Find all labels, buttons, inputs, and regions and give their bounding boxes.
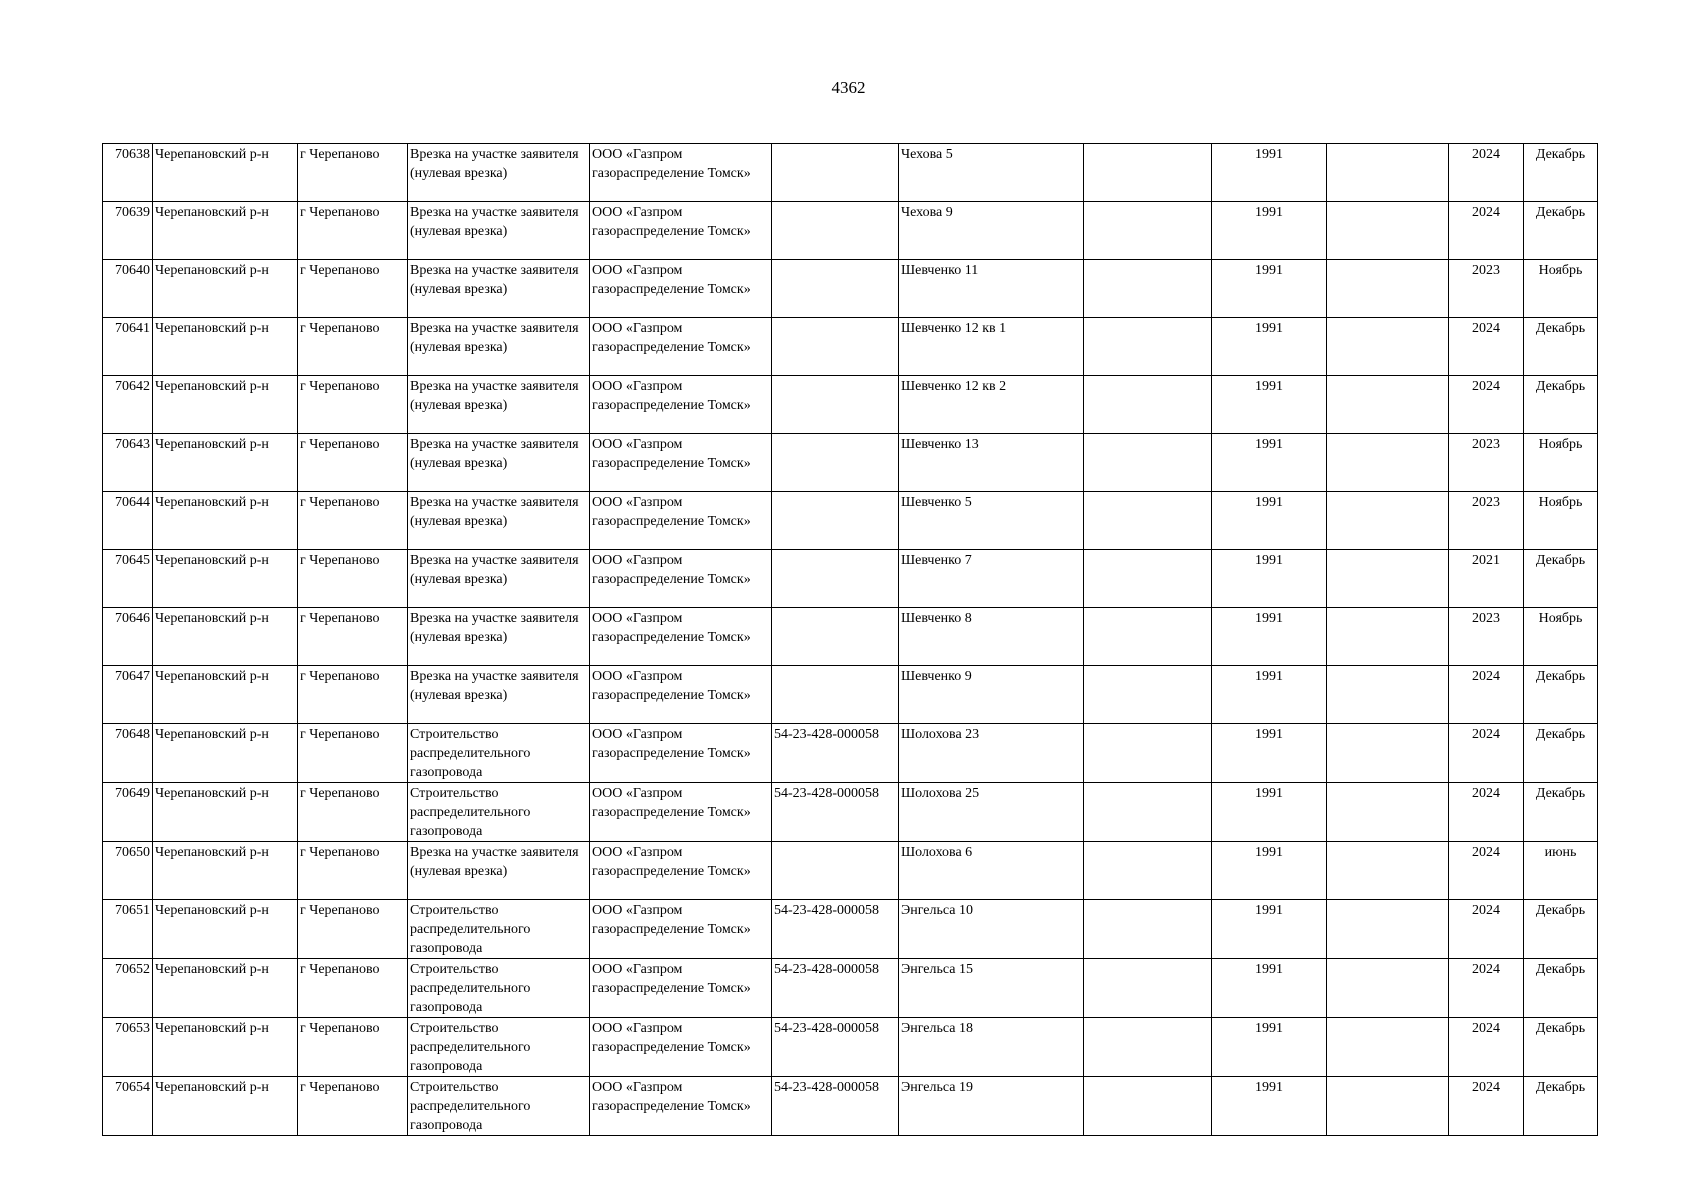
cell-code: 54-23-428-000058 <box>772 900 899 959</box>
cell-work-type: Врезка на участке заявителя (нулевая врезка) <box>408 144 590 202</box>
cell-month: Декабрь <box>1524 202 1598 260</box>
cell-month: Декабрь <box>1524 900 1598 959</box>
cell-district: Черепановский р-н <box>153 1077 298 1136</box>
cell-year-built: 1991 <box>1212 260 1327 318</box>
cell-work-type: Врезка на участке заявителя (нулевая врезка) <box>408 666 590 724</box>
cell-locality: г Черепаново <box>298 376 408 434</box>
cell-district: Черепановский р-н <box>153 666 298 724</box>
cell-organization: ООО «Газпром газораспределение Томск» <box>590 900 772 959</box>
cell-district: Черепановский р-н <box>153 783 298 842</box>
cell-code <box>772 376 899 434</box>
cell-empty <box>1084 783 1212 842</box>
table-row <box>103 376 1598 434</box>
cell-id: 70648 <box>103 724 153 783</box>
cell-month: Декабрь <box>1524 959 1598 1018</box>
cell-id: 70645 <box>103 550 153 608</box>
cell-empty <box>1084 376 1212 434</box>
cell-code <box>772 550 899 608</box>
cell-empty <box>1084 492 1212 550</box>
cell-month: Декабрь <box>1524 376 1598 434</box>
cell-code <box>772 202 899 260</box>
cell-address: Шевченко 11 <box>899 260 1084 318</box>
cell-work-type: Врезка на участке заявителя (нулевая врезка) <box>408 434 590 492</box>
cell-empty <box>1084 260 1212 318</box>
cell-address: Чехова 5 <box>899 144 1084 202</box>
cell-year-built: 1991 <box>1212 608 1327 666</box>
cell-work-type: Врезка на участке заявителя (нулевая врезка) <box>408 842 590 900</box>
cell-year-built: 1991 <box>1212 1018 1327 1077</box>
table-row <box>103 318 1598 376</box>
cell-year-plan: 2021 <box>1449 550 1524 608</box>
cell-empty <box>1084 666 1212 724</box>
cell-address: Шевченко 12 кв 1 <box>899 318 1084 376</box>
registry-table <box>102 143 1598 1136</box>
cell-empty <box>1084 608 1212 666</box>
cell-address: Шевченко 8 <box>899 608 1084 666</box>
cell-organization: ООО «Газпром газораспределение Томск» <box>590 202 772 260</box>
table-row <box>103 783 1598 842</box>
cell-empty <box>1084 550 1212 608</box>
cell-year-plan: 2024 <box>1449 144 1524 202</box>
cell-locality: г Черепаново <box>298 492 408 550</box>
cell-empty <box>1327 434 1449 492</box>
cell-id: 70638 <box>103 144 153 202</box>
cell-empty <box>1327 376 1449 434</box>
cell-locality: г Черепаново <box>298 434 408 492</box>
cell-district: Черепановский р-н <box>153 318 298 376</box>
cell-year-built: 1991 <box>1212 550 1327 608</box>
cell-month: июнь <box>1524 842 1598 900</box>
cell-month: Ноябрь <box>1524 434 1598 492</box>
cell-locality: г Черепаново <box>298 1018 408 1077</box>
cell-locality: г Черепаново <box>298 666 408 724</box>
cell-code: 54-23-428-000058 <box>772 1077 899 1136</box>
cell-code <box>772 260 899 318</box>
cell-year-built: 1991 <box>1212 492 1327 550</box>
cell-id: 70641 <box>103 318 153 376</box>
cell-empty <box>1327 260 1449 318</box>
cell-organization: ООО «Газпром газораспределение Томск» <box>590 842 772 900</box>
cell-year-plan: 2024 <box>1449 842 1524 900</box>
table-row <box>103 842 1598 900</box>
cell-district: Черепановский р-н <box>153 144 298 202</box>
cell-address: Шевченко 13 <box>899 434 1084 492</box>
cell-organization: ООО «Газпром газораспределение Томск» <box>590 434 772 492</box>
cell-id: 70654 <box>103 1077 153 1136</box>
cell-address: Шолохова 25 <box>899 783 1084 842</box>
cell-empty <box>1327 550 1449 608</box>
cell-work-type: Строительство распределительного газопровода <box>408 959 590 1018</box>
cell-locality: г Черепаново <box>298 1077 408 1136</box>
cell-code <box>772 842 899 900</box>
cell-code: 54-23-428-000058 <box>772 724 899 783</box>
table-row <box>103 434 1598 492</box>
cell-id: 70642 <box>103 376 153 434</box>
cell-empty <box>1084 1018 1212 1077</box>
cell-district: Черепановский р-н <box>153 724 298 783</box>
cell-empty <box>1327 608 1449 666</box>
cell-work-type: Врезка на участке заявителя (нулевая врезка) <box>408 260 590 318</box>
table-row <box>103 724 1598 783</box>
cell-id: 70644 <box>103 492 153 550</box>
cell-empty <box>1327 724 1449 783</box>
cell-year-plan: 2024 <box>1449 376 1524 434</box>
cell-empty <box>1084 144 1212 202</box>
cell-district: Черепановский р-н <box>153 959 298 1018</box>
cell-work-type: Врезка на участке заявителя (нулевая врезка) <box>408 376 590 434</box>
cell-empty <box>1327 492 1449 550</box>
cell-code: 54-23-428-000058 <box>772 959 899 1018</box>
cell-code: 54-23-428-000058 <box>772 1018 899 1077</box>
table-row <box>103 492 1598 550</box>
cell-empty <box>1084 900 1212 959</box>
cell-empty <box>1084 724 1212 783</box>
cell-year-plan: 2024 <box>1449 1018 1524 1077</box>
cell-address: Шевченко 5 <box>899 492 1084 550</box>
cell-empty <box>1084 842 1212 900</box>
table-row <box>103 202 1598 260</box>
cell-year-built: 1991 <box>1212 144 1327 202</box>
cell-locality: г Черепаново <box>298 260 408 318</box>
cell-month: Декабрь <box>1524 144 1598 202</box>
table-row <box>103 260 1598 318</box>
cell-work-type: Строительство распределительного газопровода <box>408 1018 590 1077</box>
cell-id: 70649 <box>103 783 153 842</box>
cell-address: Энгельса 18 <box>899 1018 1084 1077</box>
cell-month: Декабрь <box>1524 1077 1598 1136</box>
cell-organization: ООО «Газпром газораспределение Томск» <box>590 724 772 783</box>
cell-district: Черепановский р-н <box>153 1018 298 1077</box>
cell-work-type: Врезка на участке заявителя (нулевая врезка) <box>408 492 590 550</box>
table-row <box>103 1077 1598 1136</box>
cell-year-built: 1991 <box>1212 959 1327 1018</box>
cell-year-built: 1991 <box>1212 783 1327 842</box>
cell-locality: г Черепаново <box>298 318 408 376</box>
cell-id: 70651 <box>103 900 153 959</box>
cell-address: Шолохова 6 <box>899 842 1084 900</box>
cell-month: Декабрь <box>1524 1018 1598 1077</box>
cell-month: Декабрь <box>1524 550 1598 608</box>
cell-organization: ООО «Газпром газораспределение Томск» <box>590 144 772 202</box>
cell-year-built: 1991 <box>1212 318 1327 376</box>
cell-locality: г Черепаново <box>298 959 408 1018</box>
cell-empty <box>1327 666 1449 724</box>
cell-organization: ООО «Газпром газораспределение Томск» <box>590 783 772 842</box>
cell-locality: г Черепаново <box>298 724 408 783</box>
page-number: 4362 <box>831 78 866 97</box>
cell-year-plan: 2024 <box>1449 724 1524 783</box>
cell-organization: ООО «Газпром газораспределение Томск» <box>590 492 772 550</box>
cell-address: Шевченко 12 кв 2 <box>899 376 1084 434</box>
cell-id: 70653 <box>103 1018 153 1077</box>
cell-year-plan: 2024 <box>1449 1077 1524 1136</box>
cell-locality: г Черепаново <box>298 202 408 260</box>
cell-code <box>772 434 899 492</box>
cell-id: 70639 <box>103 202 153 260</box>
cell-work-type: Строительство распределительного газопровода <box>408 783 590 842</box>
cell-address: Энгельса 19 <box>899 1077 1084 1136</box>
cell-id: 70652 <box>103 959 153 1018</box>
cell-code <box>772 318 899 376</box>
cell-district: Черепановский р-н <box>153 842 298 900</box>
cell-id: 70650 <box>103 842 153 900</box>
cell-work-type: Врезка на участке заявителя (нулевая врезка) <box>408 318 590 376</box>
cell-month: Ноябрь <box>1524 260 1598 318</box>
cell-locality: г Черепаново <box>298 608 408 666</box>
cell-work-type: Строительство распределительного газопровода <box>408 724 590 783</box>
cell-year-plan: 2024 <box>1449 666 1524 724</box>
cell-work-type: Врезка на участке заявителя (нулевая врезка) <box>408 608 590 666</box>
table-row <box>103 1018 1598 1077</box>
cell-empty <box>1327 202 1449 260</box>
cell-district: Черепановский р-н <box>153 900 298 959</box>
cell-address: Шолохова 23 <box>899 724 1084 783</box>
cell-organization: ООО «Газпром газораспределение Томск» <box>590 550 772 608</box>
table-row <box>103 550 1598 608</box>
cell-locality: г Черепаново <box>298 900 408 959</box>
cell-empty <box>1084 202 1212 260</box>
table-row <box>103 666 1598 724</box>
cell-work-type: Врезка на участке заявителя (нулевая врезка) <box>408 202 590 260</box>
cell-locality: г Черепаново <box>298 550 408 608</box>
cell-year-built: 1991 <box>1212 434 1327 492</box>
cell-address: Энгельса 15 <box>899 959 1084 1018</box>
cell-address: Шевченко 7 <box>899 550 1084 608</box>
cell-code <box>772 666 899 724</box>
cell-work-type: Строительство распределительного газопровода <box>408 1077 590 1136</box>
table-row <box>103 900 1598 959</box>
cell-locality: г Черепаново <box>298 842 408 900</box>
cell-month: Декабрь <box>1524 666 1598 724</box>
cell-address: Шевченко 9 <box>899 666 1084 724</box>
cell-organization: ООО «Газпром газораспределение Томск» <box>590 376 772 434</box>
cell-year-built: 1991 <box>1212 900 1327 959</box>
registry-body <box>103 144 1598 1136</box>
cell-empty <box>1327 959 1449 1018</box>
cell-organization: ООО «Газпром газораспределение Томск» <box>590 260 772 318</box>
cell-month: Декабрь <box>1524 724 1598 783</box>
cell-empty <box>1327 842 1449 900</box>
cell-work-type: Врезка на участке заявителя (нулевая врезка) <box>408 550 590 608</box>
cell-organization: ООО «Газпром газораспределение Томск» <box>590 1018 772 1077</box>
cell-empty <box>1327 1018 1449 1077</box>
cell-year-built: 1991 <box>1212 724 1327 783</box>
cell-district: Черепановский р-н <box>153 550 298 608</box>
cell-year-built: 1991 <box>1212 842 1327 900</box>
cell-id: 70643 <box>103 434 153 492</box>
table-row <box>103 959 1598 1018</box>
cell-district: Черепановский р-н <box>153 376 298 434</box>
cell-year-plan: 2023 <box>1449 260 1524 318</box>
cell-year-built: 1991 <box>1212 666 1327 724</box>
cell-year-plan: 2024 <box>1449 959 1524 1018</box>
cell-empty <box>1327 1077 1449 1136</box>
cell-address: Чехова 9 <box>899 202 1084 260</box>
cell-district: Черепановский р-н <box>153 434 298 492</box>
cell-organization: ООО «Газпром газораспределение Томск» <box>590 666 772 724</box>
cell-id: 70640 <box>103 260 153 318</box>
cell-year-built: 1991 <box>1212 376 1327 434</box>
cell-locality: г Черепаново <box>298 783 408 842</box>
cell-year-plan: 2024 <box>1449 318 1524 376</box>
cell-year-plan: 2023 <box>1449 434 1524 492</box>
cell-district: Черепановский р-н <box>153 260 298 318</box>
cell-month: Ноябрь <box>1524 608 1598 666</box>
cell-work-type: Строительство распределительного газопровода <box>408 900 590 959</box>
cell-id: 70647 <box>103 666 153 724</box>
cell-district: Черепановский р-н <box>153 202 298 260</box>
cell-empty <box>1084 1077 1212 1136</box>
cell-code <box>772 608 899 666</box>
cell-district: Черепановский р-н <box>153 608 298 666</box>
cell-district: Черепановский р-н <box>153 492 298 550</box>
cell-id: 70646 <box>103 608 153 666</box>
cell-year-plan: 2023 <box>1449 492 1524 550</box>
cell-year-plan: 2024 <box>1449 783 1524 842</box>
cell-code: 54-23-428-000058 <box>772 783 899 842</box>
table-row <box>103 144 1598 202</box>
cell-empty <box>1084 318 1212 376</box>
cell-locality: г Черепаново <box>298 144 408 202</box>
cell-code <box>772 492 899 550</box>
cell-empty <box>1327 318 1449 376</box>
cell-year-built: 1991 <box>1212 1077 1327 1136</box>
cell-empty <box>1327 783 1449 842</box>
cell-organization: ООО «Газпром газораспределение Томск» <box>590 959 772 1018</box>
cell-empty <box>1327 900 1449 959</box>
cell-month: Декабрь <box>1524 318 1598 376</box>
cell-year-plan: 2024 <box>1449 900 1524 959</box>
cell-empty <box>1327 144 1449 202</box>
table-row <box>103 608 1598 666</box>
cell-organization: ООО «Газпром газораспределение Томск» <box>590 318 772 376</box>
cell-empty <box>1084 434 1212 492</box>
cell-month: Ноябрь <box>1524 492 1598 550</box>
cell-address: Энгельса 10 <box>899 900 1084 959</box>
cell-year-built: 1991 <box>1212 202 1327 260</box>
cell-empty <box>1084 959 1212 1018</box>
cell-organization: ООО «Газпром газораспределение Томск» <box>590 1077 772 1136</box>
cell-year-plan: 2023 <box>1449 608 1524 666</box>
cell-code <box>772 144 899 202</box>
cell-year-plan: 2024 <box>1449 202 1524 260</box>
cell-month: Декабрь <box>1524 783 1598 842</box>
cell-organization: ООО «Газпром газораспределение Томск» <box>590 608 772 666</box>
